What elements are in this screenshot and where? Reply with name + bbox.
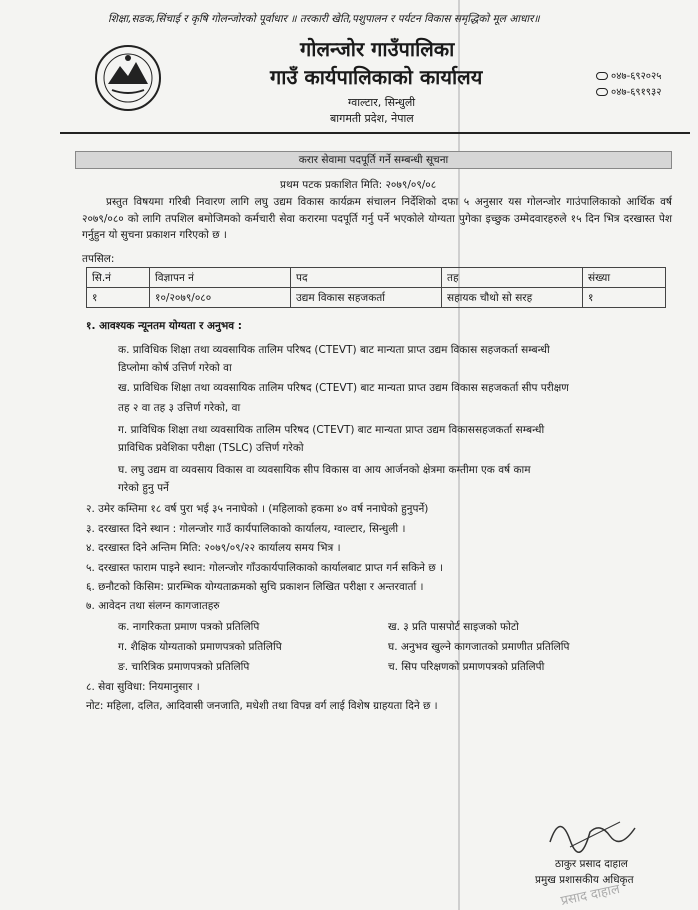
notice-heading: करार सेवामा पदपूर्ति गर्ने सम्बन्धी सूचना	[75, 151, 672, 169]
table-header: सि.नं	[87, 268, 150, 288]
address-line2: बागमती प्रदेश, नेपाल	[330, 112, 414, 125]
letterhead-slogan: शिक्षा,सडक,सिंचाई र कृषि गोलन्जोरको पूर्वाधार ॥ तरकारी खेति,पशुपालन र पर्यटन विकास समृद्धिको मूल आधार॥	[108, 13, 540, 25]
signatory-name: ठाकुर प्रसाद दाहाल	[555, 858, 628, 870]
document-item: ख. ३ प्रति पासपोर्ट साइजको फोटो	[388, 621, 519, 633]
qualification-item: प्राविधिक प्रवेशिका परीक्षा (TSLC) उत्तिर्ण गरेको	[118, 442, 304, 454]
org-name-line1: गोलन्जोर गाउँपालिका	[300, 37, 455, 61]
service-benefits: ८. सेवा सुविधा: नियमानुसार ।	[86, 681, 200, 693]
document-item: घ. अनुभव खुल्ने कागजातको प्रमाणीत प्रतिलिपि	[388, 641, 570, 653]
phone-1: ०४७-६९२०२५	[596, 68, 661, 82]
qualification-item: गरेको हुनु पर्ने	[118, 482, 169, 494]
table-cell: १	[583, 288, 666, 308]
age-requirement: २. उमेर कम्तिमा १८ वर्ष पुरा भई ३५ ननाघेको । (महिलाको हकमा ४० वर्ष ननाघेको हुनुपर्ने)	[86, 503, 429, 515]
qualification-item: डिप्लोमा कोर्ष उत्तिर्ण गरेको वा	[118, 362, 232, 374]
table-cell: १	[87, 288, 150, 308]
qualification-item: ख. प्राविधिक शिक्षा तथा व्यवसायिक तालिम परिषद (CTEVT) बाट मान्यता प्राप्त उद्यम विकास सहजकर्ता सीप परीक्षण	[118, 382, 569, 394]
vacancy-table	[86, 267, 666, 308]
document-item: च. सिप परिक्षणको प्रमाणपत्रको प्रतिलिपी	[388, 661, 545, 673]
table-header: विज्ञापन नं	[150, 268, 291, 288]
application-place: ३. दरखास्त दिने स्थान : गोलन्जोर गाउँ कार्यपालिकाको कार्यालय, ग्वाल्टार, सिन्धुली ।	[86, 523, 406, 535]
qualification-item: घ. लघु उद्यम वा व्यवसाय विकास वा व्यवसायिक सीप विकास वा आय आर्जनको क्षेत्रमा कम्तीमा एक वर्ष काम	[118, 464, 531, 476]
notice-paragraph: प्रस्तुत विषयमा गरिबी निवारण लागि लघु उद्यम विकास कार्यक्रम संचालन निर्देशिको दफा ५ अनुसार यस गोलन्जोर गाउंपालिकाको आर्थिक वर्ष २०७९/०८० को लागि तपशिल बमोजिमको कर्मचारी सेवा करारमा पदपूर्ति गर्नु पर्ने भएकोले योग्यता पुगेका इच्छुक उम्मेदवारहरुले १५ दिन भित्र दरखास्त पेश गर्नुहुन यो सुचना प्रकाशन गरिएको छ ।	[82, 196, 672, 241]
table-header: तह	[442, 268, 583, 288]
qualification-heading: १. आवश्यक न्यूनतम योग्यता र अनुभव :	[86, 320, 242, 332]
document-item: ग. शैक्षिक योग्यताको प्रमाणपत्रको प्रतिलिपि	[118, 641, 282, 653]
table-header: संख्या	[583, 268, 666, 288]
table-header-row	[87, 268, 666, 288]
notice-note: नोट: महिला, दलित, आदिवासी जनजाति, मधेशी तथा विपन्न वर्ग लाई विशेष ग्राहयता दिने छ ।	[86, 700, 438, 712]
phone-2: ०४७-६९१९३२	[596, 84, 661, 98]
signature-mark	[540, 802, 640, 857]
letterhead-divider	[60, 132, 690, 134]
phone-icon	[596, 88, 608, 96]
org-name-line2: गाउँ कार्यपालिकाको कार्यालय	[270, 65, 483, 89]
table-cell: उद्यम विकास सहजकर्ता	[291, 288, 442, 308]
documents-heading: ७. आवेदन तथा संलग्न कागजातहरु	[86, 600, 220, 612]
document-item: क. नागरिकता प्रमाण पत्रको प्रतिलिपि	[118, 621, 260, 633]
tapsil-label: तपसिल:	[82, 253, 115, 265]
selection-method: ६. छनौटको किसिम: प्रारम्भिक योग्यताक्रमको सुचि प्रकाशन लिखित परीक्षा र अन्तरवार्ता ।	[86, 581, 424, 593]
table-cell: सहायक चौथो सो सरह	[442, 288, 583, 308]
qualification-item: क. प्राविधिक शिक्षा तथा व्यवसायिक तालिम परिषद (CTEVT) बाट मान्यता प्राप्त उद्यम विकास सहजकर्ता सम्बन्धी	[118, 344, 550, 356]
signatory-title: प्रमुख प्रशासकीय अधिकृत	[535, 874, 634, 886]
address-line1: ग्वाल्टार, सिन्धुली	[348, 96, 416, 109]
publish-date: प्रथम पटक प्रकाशित मिति: २०७९/०९/०८	[280, 179, 437, 191]
form-location: ५. दरखास्त फाराम पाइने स्थान: गोलन्जोर गाँउकार्यपालिकाको कार्यालबाट प्राप्त गर्न सकिने छ ।	[86, 562, 443, 574]
table-row	[87, 288, 666, 308]
municipality-logo	[94, 44, 162, 112]
application-deadline: ४. दरखास्त दिने अन्तिम मिति: २०७९/०९/२२ कार्यालय समय भित्र ।	[86, 542, 341, 554]
table-cell: १०/२०७९/०८०	[150, 288, 291, 308]
document-item: ङ. चारित्रिक प्रमाणपत्रको प्रतिलिपि	[118, 661, 250, 673]
paper-fold-line	[458, 0, 460, 910]
table-header: पद	[291, 268, 442, 288]
phone-icon	[596, 72, 608, 80]
qualification-item: तह २ वा तह ३ उत्तिर्ण गरेको, वा	[118, 402, 241, 414]
signatory-stamp: प्रसाद दाहाल	[559, 881, 622, 910]
qualification-item: ग. प्राविधिक शिक्षा तथा व्यवसायिक तालिम परिषद (CTEVT) बाट मान्यता प्राप्त उद्यम विकाससहजकर्ता सम्बन्धी	[118, 424, 545, 436]
